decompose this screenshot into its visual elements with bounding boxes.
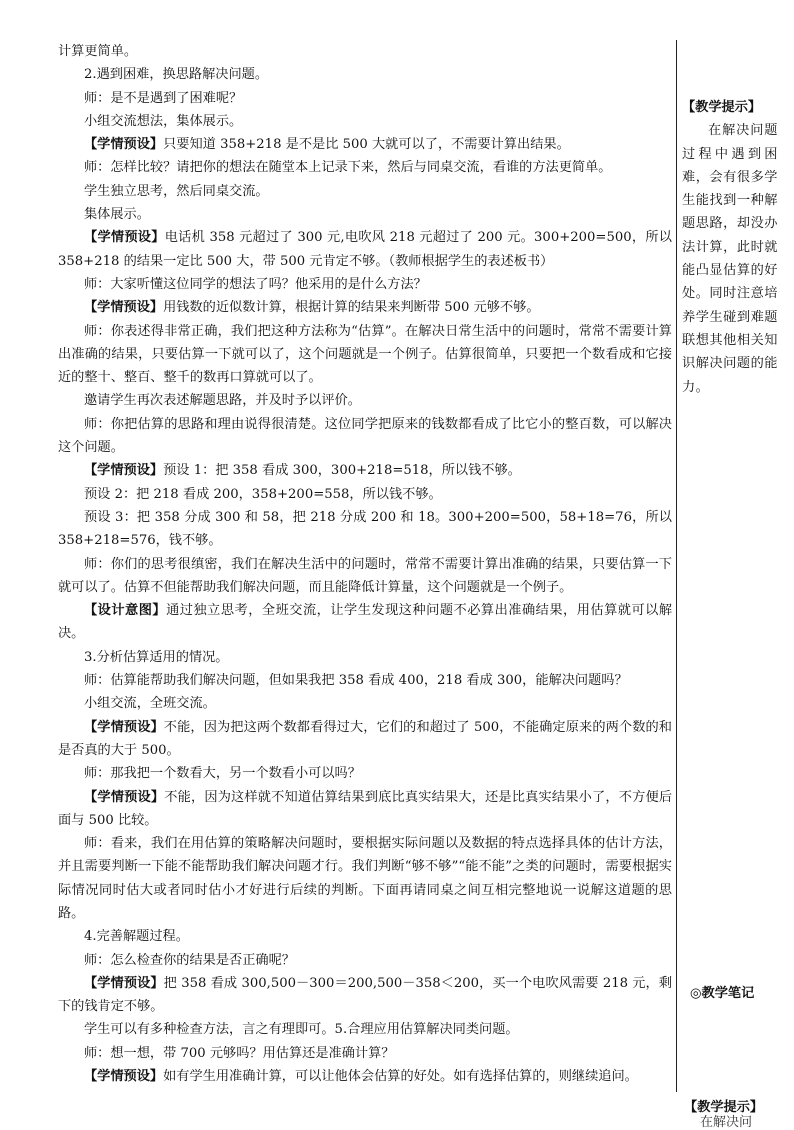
paragraph xyxy=(58,110,672,133)
paragraph-text: 小组交流，全班交流。 xyxy=(84,696,216,712)
paragraph xyxy=(58,925,672,948)
paragraph xyxy=(58,320,672,390)
section-tag: 【学情预设】 xyxy=(84,719,164,735)
section-tag: 【学情预设】 xyxy=(84,230,165,246)
paragraph-text: 电话机 358 元超过了 300 元,电吹风 218 元超过了 200 元。300+200=500，所以 358+218 的结果一定比 500 大，带 500 元肯定不够。（教师根据学生的表述板书） xyxy=(58,230,672,269)
section-tag: 【设计意图】 xyxy=(84,603,167,619)
paragraph xyxy=(58,716,672,763)
paragraph-text: 3.分析估算适用的情况。 xyxy=(84,649,229,665)
paragraph xyxy=(58,413,672,460)
paragraph xyxy=(58,203,672,226)
paragraph xyxy=(58,40,672,63)
paragraph-text: 学生可以有多种检查方法，言之有理即可。5.合理应用估算解决同类问题。 xyxy=(84,1022,519,1038)
paragraph-text: 师：大家听懂这位同学的想法了吗？他采用的是什么方法？ xyxy=(84,276,427,292)
paragraph-text: 小组交流想法，集体展示。 xyxy=(84,113,243,129)
paragraph xyxy=(58,506,672,553)
paragraph xyxy=(58,1018,672,1041)
paragraph xyxy=(58,180,672,203)
paragraph-text: 师：怎样比较？请把你的想法在随堂本上记录下来，然后与同桌交流，看谁的方法更简单。 xyxy=(84,160,612,176)
paragraph xyxy=(58,599,672,646)
paragraph-text: 师：想一想，带 700 元够吗？用估算还是准确计算？ xyxy=(84,1045,395,1061)
teaching-tip-body-next-cut: 在解决问 xyxy=(700,1115,753,1130)
paragraph xyxy=(58,296,672,319)
paragraph xyxy=(58,459,672,482)
paragraph-text: 不能，因为把这两个数都看得过大，它们的和超过了 500，不能确定原来的两个数的和是否真的大于 500。 xyxy=(58,719,672,758)
paragraph-text: 如有学生用准确计算，可以让他体会估算的好处。如有选择估算的，则继续追问。 xyxy=(163,1069,638,1085)
section-tag: 【学情预设】 xyxy=(84,300,164,316)
paragraph-text: 师：估算能帮助我们解决问题，但如果我把 358 看成 400，218 看成 300，能解决问题吗？ xyxy=(84,673,628,689)
paragraph-text: 师：那我把一个数看大，另一个数看小可以吗？ xyxy=(84,766,361,782)
paragraph-text: 学生独立思考，然后同桌交流。 xyxy=(84,183,269,199)
teaching-tip-sidebar xyxy=(682,96,778,399)
section-tag: 【学情预设】 xyxy=(84,975,164,991)
teaching-tip-title: 【教学提示】 xyxy=(682,100,762,115)
main-content xyxy=(58,40,672,1088)
column-divider xyxy=(676,40,677,1092)
paragraph-text: 师：你们的思考很缜密，我们在解决生活中的问题时，常常不需要计算出准确的结果，只要估算一下就可以了。估算不但能帮助我们解决问题，而且能降低计算量，这个问题就是一个例子。 xyxy=(58,556,672,595)
paragraph xyxy=(58,949,672,972)
paragraph-text: 预设 3：把 358 分成 300 和 58，把 218 分成 200 和 18。300+200=500，58+18=76，所以 358+218=576，钱不够。 xyxy=(58,509,672,549)
teaching-tip-title-next: 【教学提示】 xyxy=(684,1100,764,1115)
paragraph xyxy=(58,553,672,600)
paragraph xyxy=(58,832,672,925)
paragraph-text: 师：怎么检查你的结果是否正确呢？ xyxy=(84,952,295,968)
paragraph xyxy=(58,389,672,412)
paragraph-text: 预设 1：把 358 看成 300，300+218=518，所以钱不够。 xyxy=(163,463,521,479)
paragraph-text: 师：是不是遇到了困难呢？ xyxy=(84,90,243,106)
paragraph xyxy=(58,692,672,715)
paragraph xyxy=(58,786,672,833)
paragraph xyxy=(58,972,672,1019)
paragraph xyxy=(58,646,672,669)
section-tag: 【学情预设】 xyxy=(84,137,164,153)
paragraph-text: 计算更简单。 xyxy=(58,44,138,59)
paragraph-text: 用钱数的近似数计算，根据计算的结果来判断带 500 元够不够。 xyxy=(163,300,540,316)
teaching-notes-label: ◎教学笔记 xyxy=(690,986,755,1001)
paragraph-text: 2.遇到困难，换思路解决问题。 xyxy=(84,67,269,83)
paragraph xyxy=(58,1065,672,1088)
paragraph-text: 只要知道 358+218 是不是比 500 大就可以了，不需要计算出结果。 xyxy=(163,137,570,153)
section-tag: 【学情预设】 xyxy=(84,463,164,479)
paragraph-text: 集体展示。 xyxy=(84,207,150,223)
paragraph-text: 把 358 看成 300,500－300＝200,500－358＜200，买一个电吹风需要 218 元，剩下的钱肯定不够。 xyxy=(58,975,673,1015)
paragraph-text: 师：看来，我们在用估算的策略解决问题时，要根据实际问题以及数据的特点选择具体的估计方法，并且需要判断一下能不能帮助我们解决问题才行。我们判断“够不够”“能不能”之类的问题时，需要根据实际情况同时估大或者同时估小才好进行后续的判断。下面再请同桌之间互相完整地说一说解这道题的思路。 xyxy=(58,836,672,921)
teaching-tip-body: 在解决问题过程中遇到困难，会有很多学生能找到一种解题思路，却没办法计算，此时就能凸显估算的好处。同时注意培养学生碰到难题联想其他相关知识解决问题的能力。 xyxy=(682,123,778,395)
paragraph xyxy=(58,87,672,110)
paragraph-text: 邀请学生再次表述解题思路，并及时予以评价。 xyxy=(84,393,361,409)
paragraph xyxy=(58,63,672,86)
paragraph xyxy=(58,483,672,506)
paragraph xyxy=(58,669,672,692)
paragraph-text: 通过独立思考，全班交流，让学生发现这种问题不必算出准确结果，用估算就可以解决。 xyxy=(58,603,673,642)
paragraph xyxy=(58,133,672,156)
paragraph-text: 预设 2：把 218 看成 200，358+200=558，所以钱不够。 xyxy=(84,486,442,502)
paragraph xyxy=(58,762,672,785)
paragraph xyxy=(58,226,672,273)
paragraph xyxy=(58,1042,672,1065)
paragraph-text: 师：你把估算的思路和理由说得很清楚。这位同学把原来的钱数都看成了比它小的整百数，可以解决这个问题。 xyxy=(58,416,672,456)
section-tag: 【学情预设】 xyxy=(84,789,165,805)
paragraph-text: 不能，因为这样就不知道估算结果到底比真实结果大，还是比真实结果小了，不方便后面与 500 比较。 xyxy=(58,789,673,828)
paragraph-text: 4.完善解题过程。 xyxy=(84,929,189,945)
section-tag: 【学情预设】 xyxy=(84,1069,164,1085)
paragraph xyxy=(58,156,672,179)
paragraph xyxy=(58,273,672,296)
paragraph-text: 师：你表述得非常正确，我们把这种方法称为“估算”。在解决日常生活中的问题时，常常不需要计算出准确的结果，只要估算一下就可以了，这个问题就是一个例子。估算很简单，只要把一个数看成和它接近的整十、整百、整千的数再口算就可以了。 xyxy=(58,323,672,386)
